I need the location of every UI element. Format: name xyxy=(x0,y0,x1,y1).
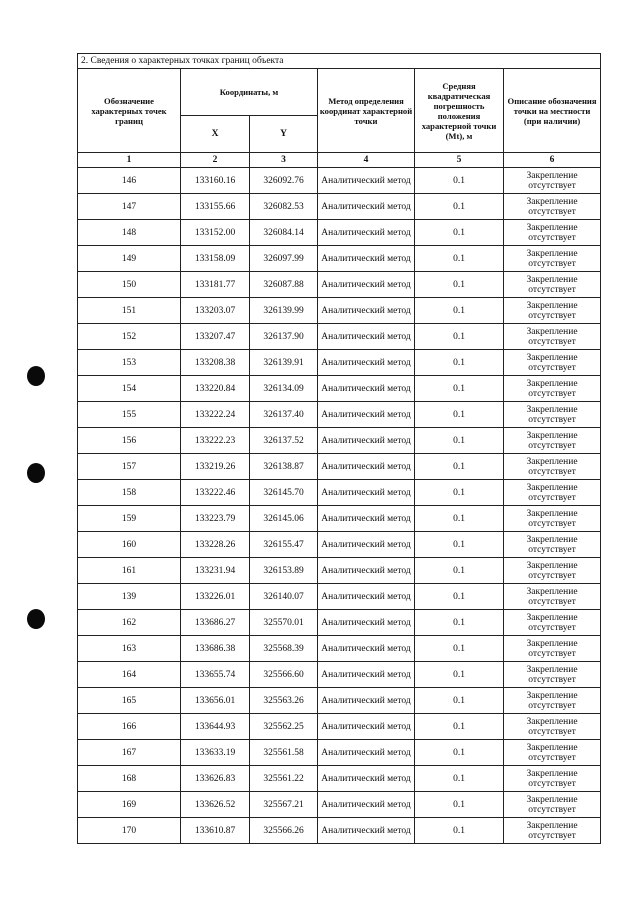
method-cell: Аналитический метод xyxy=(318,818,415,844)
header-coordinates: Координаты, м xyxy=(181,69,318,116)
method-cell: Аналитический метод xyxy=(318,558,415,584)
x-coordinate-cell: 133152.00 xyxy=(181,220,250,246)
x-coordinate-cell: 133208.38 xyxy=(181,350,250,376)
table-row xyxy=(78,688,601,714)
table-row xyxy=(78,610,601,636)
x-coordinate-cell: 133222.46 xyxy=(181,480,250,506)
description-cell: Закрепление отсутствует xyxy=(504,428,601,454)
method-cell: Аналитический метод xyxy=(318,428,415,454)
mt-error-cell: 0.1 xyxy=(415,792,504,818)
description-cell: Закрепление отсутствует xyxy=(504,610,601,636)
y-coordinate-cell: 326092.76 xyxy=(250,168,318,194)
mt-error-cell: 0.1 xyxy=(415,766,504,792)
y-coordinate-cell: 325561.58 xyxy=(250,740,318,766)
description-cell: Закрепление отсутствует xyxy=(504,454,601,480)
description-cell: Закрепление отсутствует xyxy=(504,766,601,792)
y-coordinate-cell: 325567.21 xyxy=(250,792,318,818)
x-coordinate-cell: 133231.94 xyxy=(181,558,250,584)
x-coordinate-cell: 133655.74 xyxy=(181,662,250,688)
table-row xyxy=(78,220,601,246)
table-body xyxy=(78,168,601,844)
column-numbers-row xyxy=(78,153,601,168)
point-id-cell: 152 xyxy=(78,324,181,350)
mt-error-cell: 0.1 xyxy=(415,324,504,350)
table-row xyxy=(78,766,601,792)
mt-error-cell: 0.1 xyxy=(415,558,504,584)
mt-error-cell: 0.1 xyxy=(415,454,504,480)
y-coordinate-cell: 325566.60 xyxy=(250,662,318,688)
mt-error-cell: 0.1 xyxy=(415,506,504,532)
method-cell: Аналитический метод xyxy=(318,688,415,714)
x-coordinate-cell: 133223.79 xyxy=(181,506,250,532)
description-cell: Закрепление отсутствует xyxy=(504,402,601,428)
mt-error-cell: 0.1 xyxy=(415,584,504,610)
description-cell: Закрепление отсутствует xyxy=(504,168,601,194)
header-description: Описание обозначения точки на местности (при наличии) xyxy=(504,69,601,153)
point-id-cell: 139 xyxy=(78,584,181,610)
description-cell: Закрепление отсутствует xyxy=(504,818,601,844)
table-row xyxy=(78,246,601,272)
point-id-cell: 166 xyxy=(78,714,181,740)
point-id-cell: 161 xyxy=(78,558,181,584)
table-row xyxy=(78,818,601,844)
point-id-cell: 156 xyxy=(78,428,181,454)
method-cell: Аналитический метод xyxy=(318,532,415,558)
point-id-cell: 154 xyxy=(78,376,181,402)
point-id-cell: 150 xyxy=(78,272,181,298)
y-coordinate-cell: 326145.06 xyxy=(250,506,318,532)
x-coordinate-cell: 133222.23 xyxy=(181,428,250,454)
y-coordinate-cell: 326155.47 xyxy=(250,532,318,558)
description-cell: Закрепление отсутствует xyxy=(504,194,601,220)
x-coordinate-cell: 133686.27 xyxy=(181,610,250,636)
table-row xyxy=(78,324,601,350)
point-id-cell: 170 xyxy=(78,818,181,844)
mt-error-cell: 0.1 xyxy=(415,428,504,454)
table-row xyxy=(78,558,601,584)
description-cell: Закрепление отсутствует xyxy=(504,480,601,506)
punch-hole xyxy=(27,609,45,629)
x-coordinate-cell: 133158.09 xyxy=(181,246,250,272)
y-coordinate-cell: 326145.70 xyxy=(250,480,318,506)
method-cell: Аналитический метод xyxy=(318,584,415,610)
y-coordinate-cell: 326137.90 xyxy=(250,324,318,350)
method-cell: Аналитический метод xyxy=(318,220,415,246)
point-id-cell: 146 xyxy=(78,168,181,194)
x-coordinate-cell: 133207.47 xyxy=(181,324,250,350)
mt-error-cell: 0.1 xyxy=(415,714,504,740)
table-row xyxy=(78,792,601,818)
method-cell: Аналитический метод xyxy=(318,246,415,272)
y-coordinate-cell: 325566.26 xyxy=(250,818,318,844)
y-coordinate-cell: 326082.53 xyxy=(250,194,318,220)
description-cell: Закрепление отсутствует xyxy=(504,584,601,610)
table-row xyxy=(78,532,601,558)
mt-error-cell: 0.1 xyxy=(415,220,504,246)
table-row xyxy=(78,714,601,740)
method-cell: Аналитический метод xyxy=(318,480,415,506)
x-coordinate-cell: 133644.93 xyxy=(181,714,250,740)
header-designation: Обозначение характерных точек границ xyxy=(78,69,181,153)
punch-hole xyxy=(27,366,45,386)
punch-hole xyxy=(27,463,45,483)
point-id-cell: 149 xyxy=(78,246,181,272)
method-cell: Аналитический метод xyxy=(318,792,415,818)
column-number: 2 xyxy=(181,153,250,168)
column-number: 3 xyxy=(250,153,318,168)
table-row xyxy=(78,636,601,662)
mt-error-cell: 0.1 xyxy=(415,662,504,688)
method-cell: Аналитический метод xyxy=(318,168,415,194)
mt-error-cell: 0.1 xyxy=(415,272,504,298)
header-y: Y xyxy=(250,116,318,153)
point-id-cell: 147 xyxy=(78,194,181,220)
y-coordinate-cell: 326134.09 xyxy=(250,376,318,402)
x-coordinate-cell: 133626.52 xyxy=(181,792,250,818)
point-id-cell: 162 xyxy=(78,610,181,636)
header-method: Метод определения координат характерной точки xyxy=(318,69,415,153)
column-number: 5 xyxy=(415,153,504,168)
point-id-cell: 158 xyxy=(78,480,181,506)
table-row xyxy=(78,168,601,194)
point-id-cell: 160 xyxy=(78,532,181,558)
x-coordinate-cell: 133222.24 xyxy=(181,402,250,428)
description-cell: Закрепление отсутствует xyxy=(504,740,601,766)
x-coordinate-cell: 133155.66 xyxy=(181,194,250,220)
method-cell: Аналитический метод xyxy=(318,766,415,792)
y-coordinate-cell: 326139.99 xyxy=(250,298,318,324)
description-cell: Закрепление отсутствует xyxy=(504,324,601,350)
point-id-cell: 151 xyxy=(78,298,181,324)
x-coordinate-cell: 133656.01 xyxy=(181,688,250,714)
method-cell: Аналитический метод xyxy=(318,376,415,402)
point-id-cell: 164 xyxy=(78,662,181,688)
x-coordinate-cell: 133686.38 xyxy=(181,636,250,662)
x-coordinate-cell: 133219.26 xyxy=(181,454,250,480)
point-id-cell: 155 xyxy=(78,402,181,428)
method-cell: Аналитический метод xyxy=(318,454,415,480)
mt-error-cell: 0.1 xyxy=(415,376,504,402)
point-id-cell: 148 xyxy=(78,220,181,246)
method-cell: Аналитический метод xyxy=(318,194,415,220)
point-id-cell: 165 xyxy=(78,688,181,714)
x-coordinate-cell: 133181.77 xyxy=(181,272,250,298)
mt-error-cell: 0.1 xyxy=(415,168,504,194)
description-cell: Закрепление отсутствует xyxy=(504,220,601,246)
method-cell: Аналитический метод xyxy=(318,402,415,428)
y-coordinate-cell: 326084.14 xyxy=(250,220,318,246)
y-coordinate-cell: 325562.25 xyxy=(250,714,318,740)
x-coordinate-cell: 133160.16 xyxy=(181,168,250,194)
x-coordinate-cell: 133203.07 xyxy=(181,298,250,324)
y-coordinate-cell: 326153.89 xyxy=(250,558,318,584)
point-id-cell: 163 xyxy=(78,636,181,662)
method-cell: Аналитический метод xyxy=(318,662,415,688)
mt-error-cell: 0.1 xyxy=(415,194,504,220)
table-row xyxy=(78,740,601,766)
mt-error-cell: 0.1 xyxy=(415,818,504,844)
point-id-cell: 169 xyxy=(78,792,181,818)
point-id-cell: 153 xyxy=(78,350,181,376)
column-number: 1 xyxy=(78,153,181,168)
mt-error-cell: 0.1 xyxy=(415,532,504,558)
point-id-cell: 168 xyxy=(78,766,181,792)
description-cell: Закрепление отсутствует xyxy=(504,558,601,584)
table-row xyxy=(78,298,601,324)
y-coordinate-cell: 326137.52 xyxy=(250,428,318,454)
header-error: Средняя квадратическая погрешность положения характерной точки (Mt), м xyxy=(415,69,504,153)
y-coordinate-cell: 326138.87 xyxy=(250,454,318,480)
method-cell: Аналитический метод xyxy=(318,324,415,350)
table-row xyxy=(78,480,601,506)
description-cell: Закрепление отсутствует xyxy=(504,246,601,272)
table-row xyxy=(78,376,601,402)
y-coordinate-cell: 325568.39 xyxy=(250,636,318,662)
x-coordinate-cell: 133610.87 xyxy=(181,818,250,844)
description-cell: Закрепление отсутствует xyxy=(504,792,601,818)
table-row xyxy=(78,194,601,220)
table-row xyxy=(78,272,601,298)
table-title: 2. Сведения о характерных точках границ объекта xyxy=(78,54,601,69)
mt-error-cell: 0.1 xyxy=(415,480,504,506)
y-coordinate-cell: 325561.22 xyxy=(250,766,318,792)
description-cell: Закрепление отсутствует xyxy=(504,506,601,532)
column-number: 4 xyxy=(318,153,415,168)
mt-error-cell: 0.1 xyxy=(415,350,504,376)
table-row xyxy=(78,350,601,376)
method-cell: Аналитический метод xyxy=(318,636,415,662)
table-row xyxy=(78,428,601,454)
column-number: 6 xyxy=(504,153,601,168)
description-cell: Закрепление отсутствует xyxy=(504,376,601,402)
method-cell: Аналитический метод xyxy=(318,298,415,324)
boundary-points-table xyxy=(77,53,601,844)
method-cell: Аналитический метод xyxy=(318,272,415,298)
mt-error-cell: 0.1 xyxy=(415,610,504,636)
mt-error-cell: 0.1 xyxy=(415,688,504,714)
description-cell: Закрепление отсутствует xyxy=(504,636,601,662)
table-row xyxy=(78,584,601,610)
table-row xyxy=(78,454,601,480)
description-cell: Закрепление отсутствует xyxy=(504,662,601,688)
y-coordinate-cell: 326139.91 xyxy=(250,350,318,376)
method-cell: Аналитический метод xyxy=(318,740,415,766)
mt-error-cell: 0.1 xyxy=(415,402,504,428)
description-cell: Закрепление отсутствует xyxy=(504,688,601,714)
y-coordinate-cell: 325563.26 xyxy=(250,688,318,714)
point-id-cell: 167 xyxy=(78,740,181,766)
method-cell: Аналитический метод xyxy=(318,714,415,740)
method-cell: Аналитический метод xyxy=(318,350,415,376)
mt-error-cell: 0.1 xyxy=(415,246,504,272)
x-coordinate-cell: 133633.19 xyxy=(181,740,250,766)
table-row xyxy=(78,402,601,428)
header-x: X xyxy=(181,116,250,153)
mt-error-cell: 0.1 xyxy=(415,636,504,662)
description-cell: Закрепление отсутствует xyxy=(504,532,601,558)
x-coordinate-cell: 133228.26 xyxy=(181,532,250,558)
x-coordinate-cell: 133220.84 xyxy=(181,376,250,402)
description-cell: Закрепление отсутствует xyxy=(504,714,601,740)
y-coordinate-cell: 326097.99 xyxy=(250,246,318,272)
description-cell: Закрепление отсутствует xyxy=(504,298,601,324)
description-cell: Закрепление отсутствует xyxy=(504,272,601,298)
point-id-cell: 157 xyxy=(78,454,181,480)
y-coordinate-cell: 326137.40 xyxy=(250,402,318,428)
y-coordinate-cell: 326140.07 xyxy=(250,584,318,610)
description-cell: Закрепление отсутствует xyxy=(504,350,601,376)
mt-error-cell: 0.1 xyxy=(415,740,504,766)
method-cell: Аналитический метод xyxy=(318,506,415,532)
x-coordinate-cell: 133226.01 xyxy=(181,584,250,610)
y-coordinate-cell: 326087.88 xyxy=(250,272,318,298)
table-row xyxy=(78,506,601,532)
x-coordinate-cell: 133626.83 xyxy=(181,766,250,792)
mt-error-cell: 0.1 xyxy=(415,298,504,324)
y-coordinate-cell: 325570.01 xyxy=(250,610,318,636)
method-cell: Аналитический метод xyxy=(318,610,415,636)
table-row xyxy=(78,662,601,688)
point-id-cell: 159 xyxy=(78,506,181,532)
